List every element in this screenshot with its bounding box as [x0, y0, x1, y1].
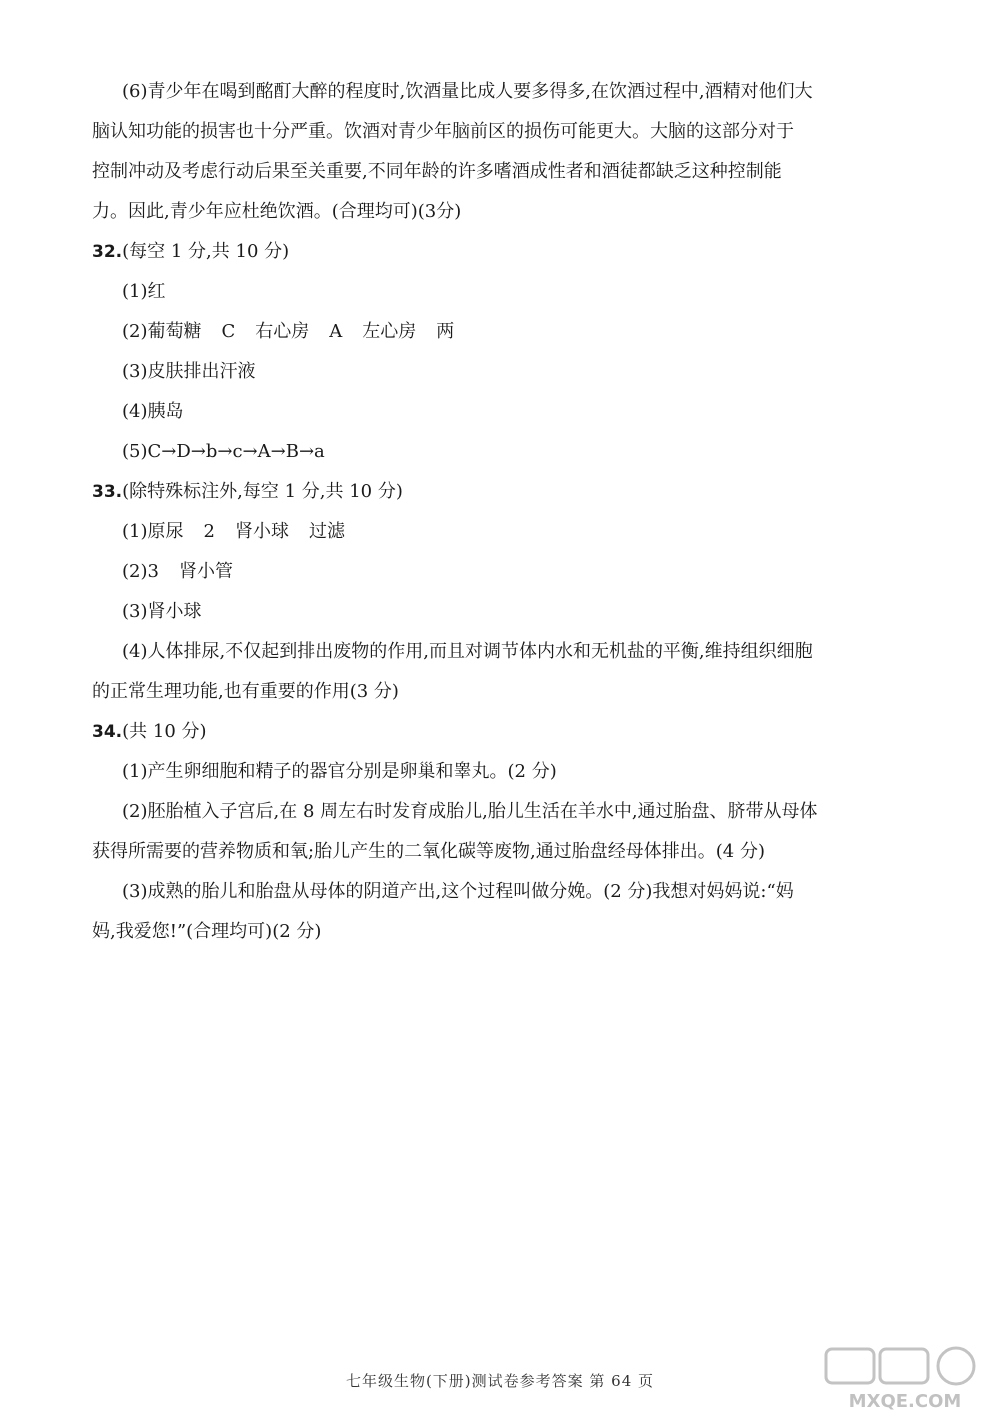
answer-line: 获得所需要的营养物质和氧;胎儿产生的二氧化碳等废物,通过胎盘经母体排出。(4 分) [92, 841, 766, 862]
question-33-header [92, 472, 912, 512]
answer-part: C [221, 321, 236, 342]
answer-line: (4)人体排尿,不仅起到排出废物的作用,而且对调节体内水和无机盐的平衡,维持组织细胞 [122, 641, 813, 662]
answer-line: 的正常生理功能,也有重要的作用(3 分) [92, 681, 399, 702]
answer-line: (2)胚胎植入子宫后,在 8 周左右时发育成胎儿,胎儿生活在羊水中,通过胎盘、脐带从母体 [122, 801, 818, 822]
answer-line: (3)成熟的胎儿和胎盘从母体的阴道产出,这个过程叫做分娩。(2 分)我想对妈妈说:“妈 [122, 881, 794, 902]
answer-line: (4)胰岛 [122, 401, 184, 422]
answer-line: 妈,我爱您!”(合理均可)(2 分) [92, 921, 322, 942]
answer-part: 2 [203, 521, 215, 542]
answer-line: 力。因此,青少年应杜绝饮酒。(合理均可)(3分) [92, 201, 462, 222]
question-number: 34. [92, 722, 123, 742]
watermark-glyph-box [826, 1349, 874, 1383]
question-score-note: (共 10 分) [122, 721, 207, 742]
watermark-circle-icon [938, 1348, 974, 1384]
answer-line: (6)青少年在喝到酩酊大醉的程度时,饮酒量比成人要多得多,在饮酒过程中,酒精对他们大 [122, 81, 813, 102]
answer-part: 右心房 [255, 321, 310, 342]
answer-line: (3)皮肤排出汗液 [122, 361, 256, 382]
watermark-logo [820, 1345, 990, 1415]
watermark-text: MXQE.COM [848, 1391, 962, 1412]
answer-part: (2)3 [122, 561, 159, 582]
answer-line: 控制冲动及考虑行动后果至关重要,不同年龄的许多嗜酒成性者和酒徒都缺乏这种控制能 [92, 161, 782, 182]
answer-part: 过滤 [308, 521, 345, 542]
watermark-glyph-box [880, 1349, 928, 1383]
answer-line [92, 312, 912, 352]
answer-line: (5)C→D→b→c→A→B→a [122, 441, 325, 462]
question-score-note: (每空 1 分,共 10 分) [122, 241, 290, 262]
answer-line: 脑认知功能的损害也十分严重。饮酒对青少年脑前区的损伤可能更大。大脑的这部分对于 [92, 121, 794, 142]
answer-part: (1)原尿 [122, 521, 184, 542]
answer-content [92, 72, 912, 952]
answer-line: (3)肾小球 [122, 601, 202, 622]
answer-part: 左心房 [362, 321, 417, 342]
answer-line [92, 512, 912, 552]
answer-part: (2)葡萄糖 [122, 321, 202, 342]
answer-line: (1)产生卵细胞和精子的器官分别是卵巢和睾丸。(2 分) [122, 761, 557, 782]
answer-part: A [329, 321, 343, 342]
question-32-header [92, 232, 912, 272]
question-score-note: (除特殊标注外,每空 1 分,共 10 分) [122, 481, 403, 502]
answer-part: 两 [436, 321, 455, 342]
question-number: 33. [92, 482, 123, 502]
answer-line [92, 552, 912, 592]
page-footer: 七年级生物(下册)测试卷参考答案 第 64 页 [345, 1372, 655, 1390]
question-number: 32. [92, 242, 123, 262]
question-34-header [92, 712, 912, 752]
answer-line: (1)红 [122, 281, 166, 302]
answer-part: 肾小管 [178, 561, 233, 582]
answer-part: 肾小球 [234, 521, 289, 542]
